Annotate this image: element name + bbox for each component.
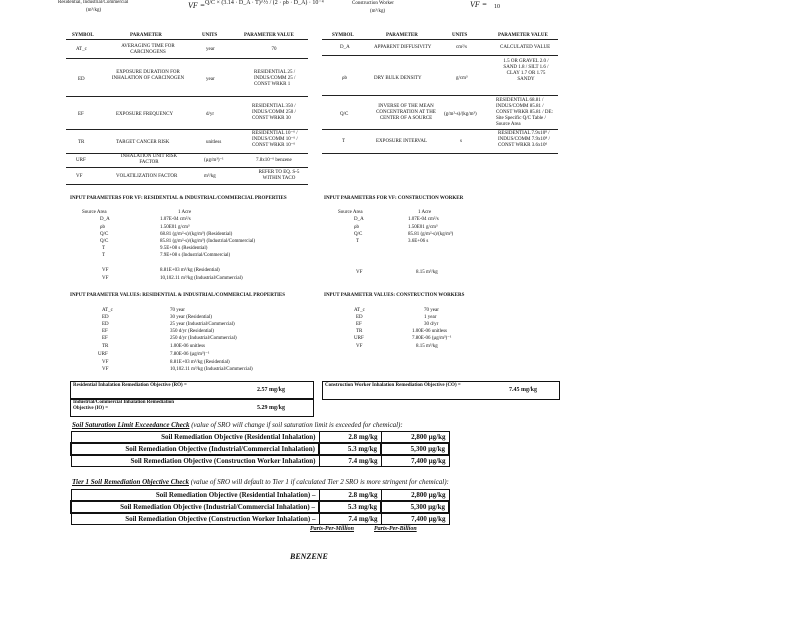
lt-row-parameter: EXPOSURE FREQUENCY: [116, 112, 174, 117]
param-key: Q/C: [100, 232, 109, 237]
param-value: 68.81 (g/m²-s)/(kg/m³) (Residential): [160, 232, 233, 237]
vf-cw-label: VF =: [470, 0, 488, 9]
lt-row-symbol: ED: [78, 77, 85, 82]
param-value: 1.50E01 g/cm³: [160, 225, 190, 230]
param-value: 8.81E+03 m³/kg (Residential): [170, 360, 230, 365]
param-key: TR: [356, 329, 363, 334]
resid-units: (m³/kg): [86, 8, 102, 13]
lt-row-symbol: URF: [76, 158, 86, 163]
lt-row-units: d/yr: [206, 112, 215, 117]
row-ppb: 7,400 µg/kg: [381, 513, 449, 525]
rt-row-units: g/cm³: [456, 76, 468, 81]
row-ppm: 7.4 mg/kg: [319, 513, 381, 525]
row-ppb: 2,800 µg/kg: [381, 490, 449, 502]
param-key: AT_c: [354, 308, 365, 313]
lt-row-units: unitless: [206, 140, 222, 145]
param-value: 10,102.11 m³/kg (Industrial/Commercial): [160, 276, 243, 281]
param-key: ED: [102, 315, 109, 320]
row-label: Soil Remediation Objective (Industrial/Commercial Inhalation): [71, 443, 319, 455]
lt-row-units: year: [206, 77, 215, 82]
lt-row-parameter: INHALATION UNIT RISK FACTOR: [120, 154, 178, 165]
cw-units: (m³/kg): [370, 9, 386, 14]
lt-row-parameter: AVERAGING TIME FOR CARCINOGENS: [121, 44, 175, 55]
param-value: 1.50E01 g/cm³: [408, 225, 438, 230]
rt-row-symbol: ρb: [342, 76, 347, 81]
construction-objective-box: [322, 381, 560, 400]
saturation-title: Soil Saturation Limit Exceedance Check: [72, 421, 190, 429]
param-key: ρb: [354, 225, 359, 230]
param-value: 8.15 m³/kg: [416, 344, 438, 349]
row-ppm: 7.4 mg/kg: [319, 455, 381, 467]
footer-ppb: Parts-Per-Billion: [374, 526, 417, 532]
row-label: Soil Remediation Objective (Residential Inhalation): [71, 432, 319, 444]
param-key: D_A: [354, 217, 364, 222]
rt-row-parameter: APPARENT DIFFUSIVITY: [374, 45, 432, 50]
lt-header-value: PARAMETER VALUE: [244, 33, 294, 38]
lt-row-symbol: EF: [78, 112, 84, 117]
param-value: 8.81E+03 m³/kg (Residential): [160, 268, 220, 273]
param-value: 1.07E-04 cm²/s: [160, 217, 191, 222]
param-key: EF: [356, 322, 362, 327]
table-row: [71, 513, 449, 525]
row-ppb: 7,400 µg/kg: [381, 455, 449, 467]
lt-row-parameter: TARGET CANCER RISK: [116, 140, 170, 145]
rt-row-value: 1.5 OR GRAVEL 2.0 / SAND 1.8 / SILT 1.6 / CLAY 1.7 OR 1.75 SANDY: [503, 59, 549, 82]
saturation-table: [70, 431, 450, 467]
objective-label: Industrial/Commercial Inhalation Remediation Objective (IO) =: [73, 400, 175, 411]
param-value: 9.5E+08 s (Residential): [160, 246, 208, 251]
vf-formula: Q/C × (3.14 · D_A · T)^½ / (2 · ρb · D_A) · 10⁻⁴: [205, 0, 324, 6]
row-ppb: 2,800 µg/kg: [381, 432, 449, 444]
rt-row-symbol: Q/C: [340, 112, 349, 117]
section-title: INPUT PARAMETER VALUES: RESIDENTIAL & INDUSTRIAL/COMMERCIAL PROPERTIES: [70, 293, 286, 298]
rt-row-parameter: INVERSE OF THE MEAN CONCENTRATION AT THE CENTER OF A SOURCE: [376, 104, 436, 121]
rt-row-value: CALCULATED VALUE: [500, 45, 551, 50]
rt-header-symbol: SYMBOL: [332, 33, 354, 38]
rt-row-value: RESIDENTIAL 68.81 / INDUS/COMM 85.81 / CONST WRKR 85.81 / DE: Site Specific Q/C Table / Source Area: [496, 98, 553, 127]
section-title: INPUT PARAMETER VALUES: CONSTRUCTION WORKERS: [324, 293, 465, 298]
saturation-note: (value of SRO will change if soil saturation limit is exceeded for chemical):: [191, 421, 403, 429]
param-value: 25 year (Industrial/Commercial): [170, 322, 235, 327]
lt-row-value: 7.8x10⁻⁶ benzene: [256, 158, 292, 163]
param-value: 70 year: [170, 308, 185, 313]
param-value: 1.00E-06 unitless: [412, 329, 447, 334]
param-value: 85.81 (g/m²-s)/(kg/m³) (Industrial/Commercial): [160, 239, 256, 244]
param-key: ρb: [100, 225, 105, 230]
rt-row-value: RESIDENTIAL 7.9x10⁸ / INDUS/COMM 7.9x10⁸ / CONST WRKR 3.6x10⁶: [498, 131, 550, 148]
lt-header-symbol: SYMBOL: [72, 33, 94, 38]
objective-value: 5.29 mg/kg: [257, 405, 286, 411]
row-ppm: 2.8 mg/kg: [319, 490, 381, 502]
row-ppb: 5,300 µg/kg: [381, 501, 449, 513]
objective-label: Construction Worker Inhalation Remediation Objective (CO) =: [325, 383, 461, 388]
rt-header-parameter: PARAMETER: [386, 33, 418, 38]
rt-row-parameter: DRY BULK DENSITY: [374, 76, 422, 81]
param-value: 250 d/yr (Industrial/Commercial): [170, 336, 237, 341]
lt-row-units: m³/kg: [204, 174, 216, 179]
param-key: TR: [102, 344, 109, 349]
param-key: Q/C: [100, 239, 109, 244]
param-value: 7.80E-06 (µg/m³)⁻¹: [412, 336, 452, 341]
rt-row-units: (g/m²-s)/(kg/m³): [444, 112, 477, 117]
lt-row-value: RESIDENTIAL 25 / INDUS/COMM 25 / CONST WRKR 1: [254, 70, 296, 87]
lt-row-parameter: VOLATILIZATION FACTOR: [116, 174, 178, 179]
param-key: URF: [354, 336, 364, 341]
param-key: AT_c: [102, 308, 113, 313]
rt-row-units: s: [460, 139, 462, 144]
param-key: VF: [102, 268, 109, 273]
table-row: [71, 443, 449, 455]
table-row: [71, 490, 449, 502]
saturation-heading: [72, 421, 403, 429]
param-key: VF: [356, 344, 363, 349]
param-value: 8.15 m³/kg: [416, 270, 438, 275]
rt-header-units: UNITS: [452, 33, 468, 38]
param-value: 3.6E+06 s: [408, 239, 429, 244]
chemical-name: BENZENE: [290, 552, 328, 561]
lt-row-parameter: EXPOSURE DURATION FOR INHALATION OF CARCINOGEN: [111, 70, 185, 81]
row-label: Soil Remediation Objective (Construction Worker Inhalation): [71, 455, 319, 467]
param-value: 70 year: [424, 308, 439, 313]
table-row: [71, 432, 449, 444]
param-key: EF: [102, 336, 108, 341]
objective-value: 7.45 mg/kg: [509, 387, 538, 393]
vf-formula-label: VF =: [188, 1, 206, 10]
lt-row-symbol: TR: [78, 140, 85, 145]
param-value: 1 year: [424, 315, 437, 320]
rt-row-units: cm²/s: [456, 45, 467, 50]
param-key: T: [102, 246, 106, 251]
vf-cw-formula: 10: [494, 4, 500, 10]
param-key: URF: [98, 352, 108, 357]
lt-row-symbol: AT_c: [76, 47, 87, 52]
table-row: [71, 455, 449, 467]
industrial-objective-box: [70, 398, 314, 417]
lt-row-symbol: VF: [76, 174, 83, 179]
tier1-heading: [72, 478, 449, 486]
param-key: T: [356, 239, 360, 244]
lt-row-value: RESIDENTIAL 350 / INDUS/COMM 250 / CONST WRKR 30: [252, 104, 296, 121]
rt-row-symbol: D_A: [340, 45, 350, 50]
tier1-table: [70, 489, 450, 525]
param-key: T: [102, 253, 106, 258]
param-key: Q/C: [354, 232, 363, 237]
param-value: 7.80E-06 (µg/m³)⁻¹: [170, 352, 210, 357]
tier1-note: (value of SRO will default to Tier 1 if calculated Tier 2 SRO is more stringent for chemical):: [190, 478, 449, 486]
param-key: VF: [102, 367, 109, 372]
param-value: 30 d/yr: [424, 322, 439, 327]
tier1-title: Tier 1 Soil Remediation Objective Check: [72, 478, 189, 486]
param-value: 1 Acre: [418, 210, 432, 215]
row-ppm: 5.3 mg/kg: [319, 501, 381, 513]
row-label: Soil Remediation Objective (Residential Inhalation) –: [71, 490, 319, 502]
param-key: VF: [356, 270, 363, 275]
resid-title: Residential, Industrial/Commercial: [58, 0, 129, 5]
param-key: ED: [356, 315, 363, 320]
lt-header-parameter: PARAMETER: [130, 33, 162, 38]
rt-header-value: PARAMETER VALUE: [498, 33, 548, 38]
lt-row-value: RESIDENTIAL 10⁻⁶ / INDUS/COMM 10⁻⁶ / CONST WRKR 10⁻⁶: [252, 131, 298, 148]
rt-row-parameter: EXPOSURE INTERVAL: [376, 139, 428, 144]
row-ppm: 5.3 mg/kg: [319, 443, 381, 455]
section-title: INPUT PARAMETERS FOR VF: CONSTRUCTION WORKER: [324, 196, 464, 201]
section-title: INPUT PARAMETERS FOR VF: RESIDENTIAL & INDUSTRIAL/COMMERCIAL PROPERTIES: [70, 196, 287, 201]
row-label: Soil Remediation Objective (Industrial/Commercial Inhalation) –: [71, 501, 319, 513]
param-key: VF: [102, 360, 109, 365]
lt-row-value: 70: [271, 47, 277, 52]
param-key: VF: [102, 276, 109, 281]
objective-value: 2.57 mg/kg: [257, 387, 286, 393]
param-value: 85.81 (g/m²-s)/(kg/m³): [408, 232, 454, 237]
param-value: 7.9E+08 s (Industrial/Commercial): [160, 253, 231, 258]
param-key: ED: [102, 322, 109, 327]
row-ppm: 2.8 mg/kg: [319, 432, 381, 444]
cw-title: Construction Worker: [352, 1, 394, 6]
table-row: [71, 501, 449, 513]
param-key: D_A: [100, 217, 110, 222]
lt-header-units: UNITS: [202, 33, 218, 38]
param-key: Source Area: [338, 210, 363, 215]
param-key: Source Area: [82, 210, 107, 215]
param-value: 30 year (Residential): [170, 315, 212, 320]
param-key: EF: [102, 329, 108, 334]
param-value: 1 Acre: [178, 210, 192, 215]
objective-label: Residential Inhalation Remediation Objective (RO) =: [73, 383, 187, 388]
row-ppb: 5,300 µg/kg: [381, 443, 449, 455]
footer-ppm: Parts-Per-Million: [310, 526, 355, 532]
row-label: Soil Remediation Objective (Construction Worker Inhalation) –: [71, 513, 319, 525]
param-value: 10,102.11 m³/kg (Industrial/Commercial): [170, 367, 253, 372]
lt-row-units: (µg/m³)⁻¹: [204, 158, 224, 163]
param-value: 1.07E-04 cm²/s: [408, 217, 439, 222]
param-value: 350 d/yr (Residential): [170, 329, 214, 334]
rt-row-symbol: T: [342, 139, 346, 144]
lt-row-units: year: [206, 47, 215, 52]
param-value: 1.00E-06 unitless: [170, 344, 205, 349]
lt-row-value: REFER TO EQ. S-5 WITHIN TACO: [258, 170, 300, 181]
